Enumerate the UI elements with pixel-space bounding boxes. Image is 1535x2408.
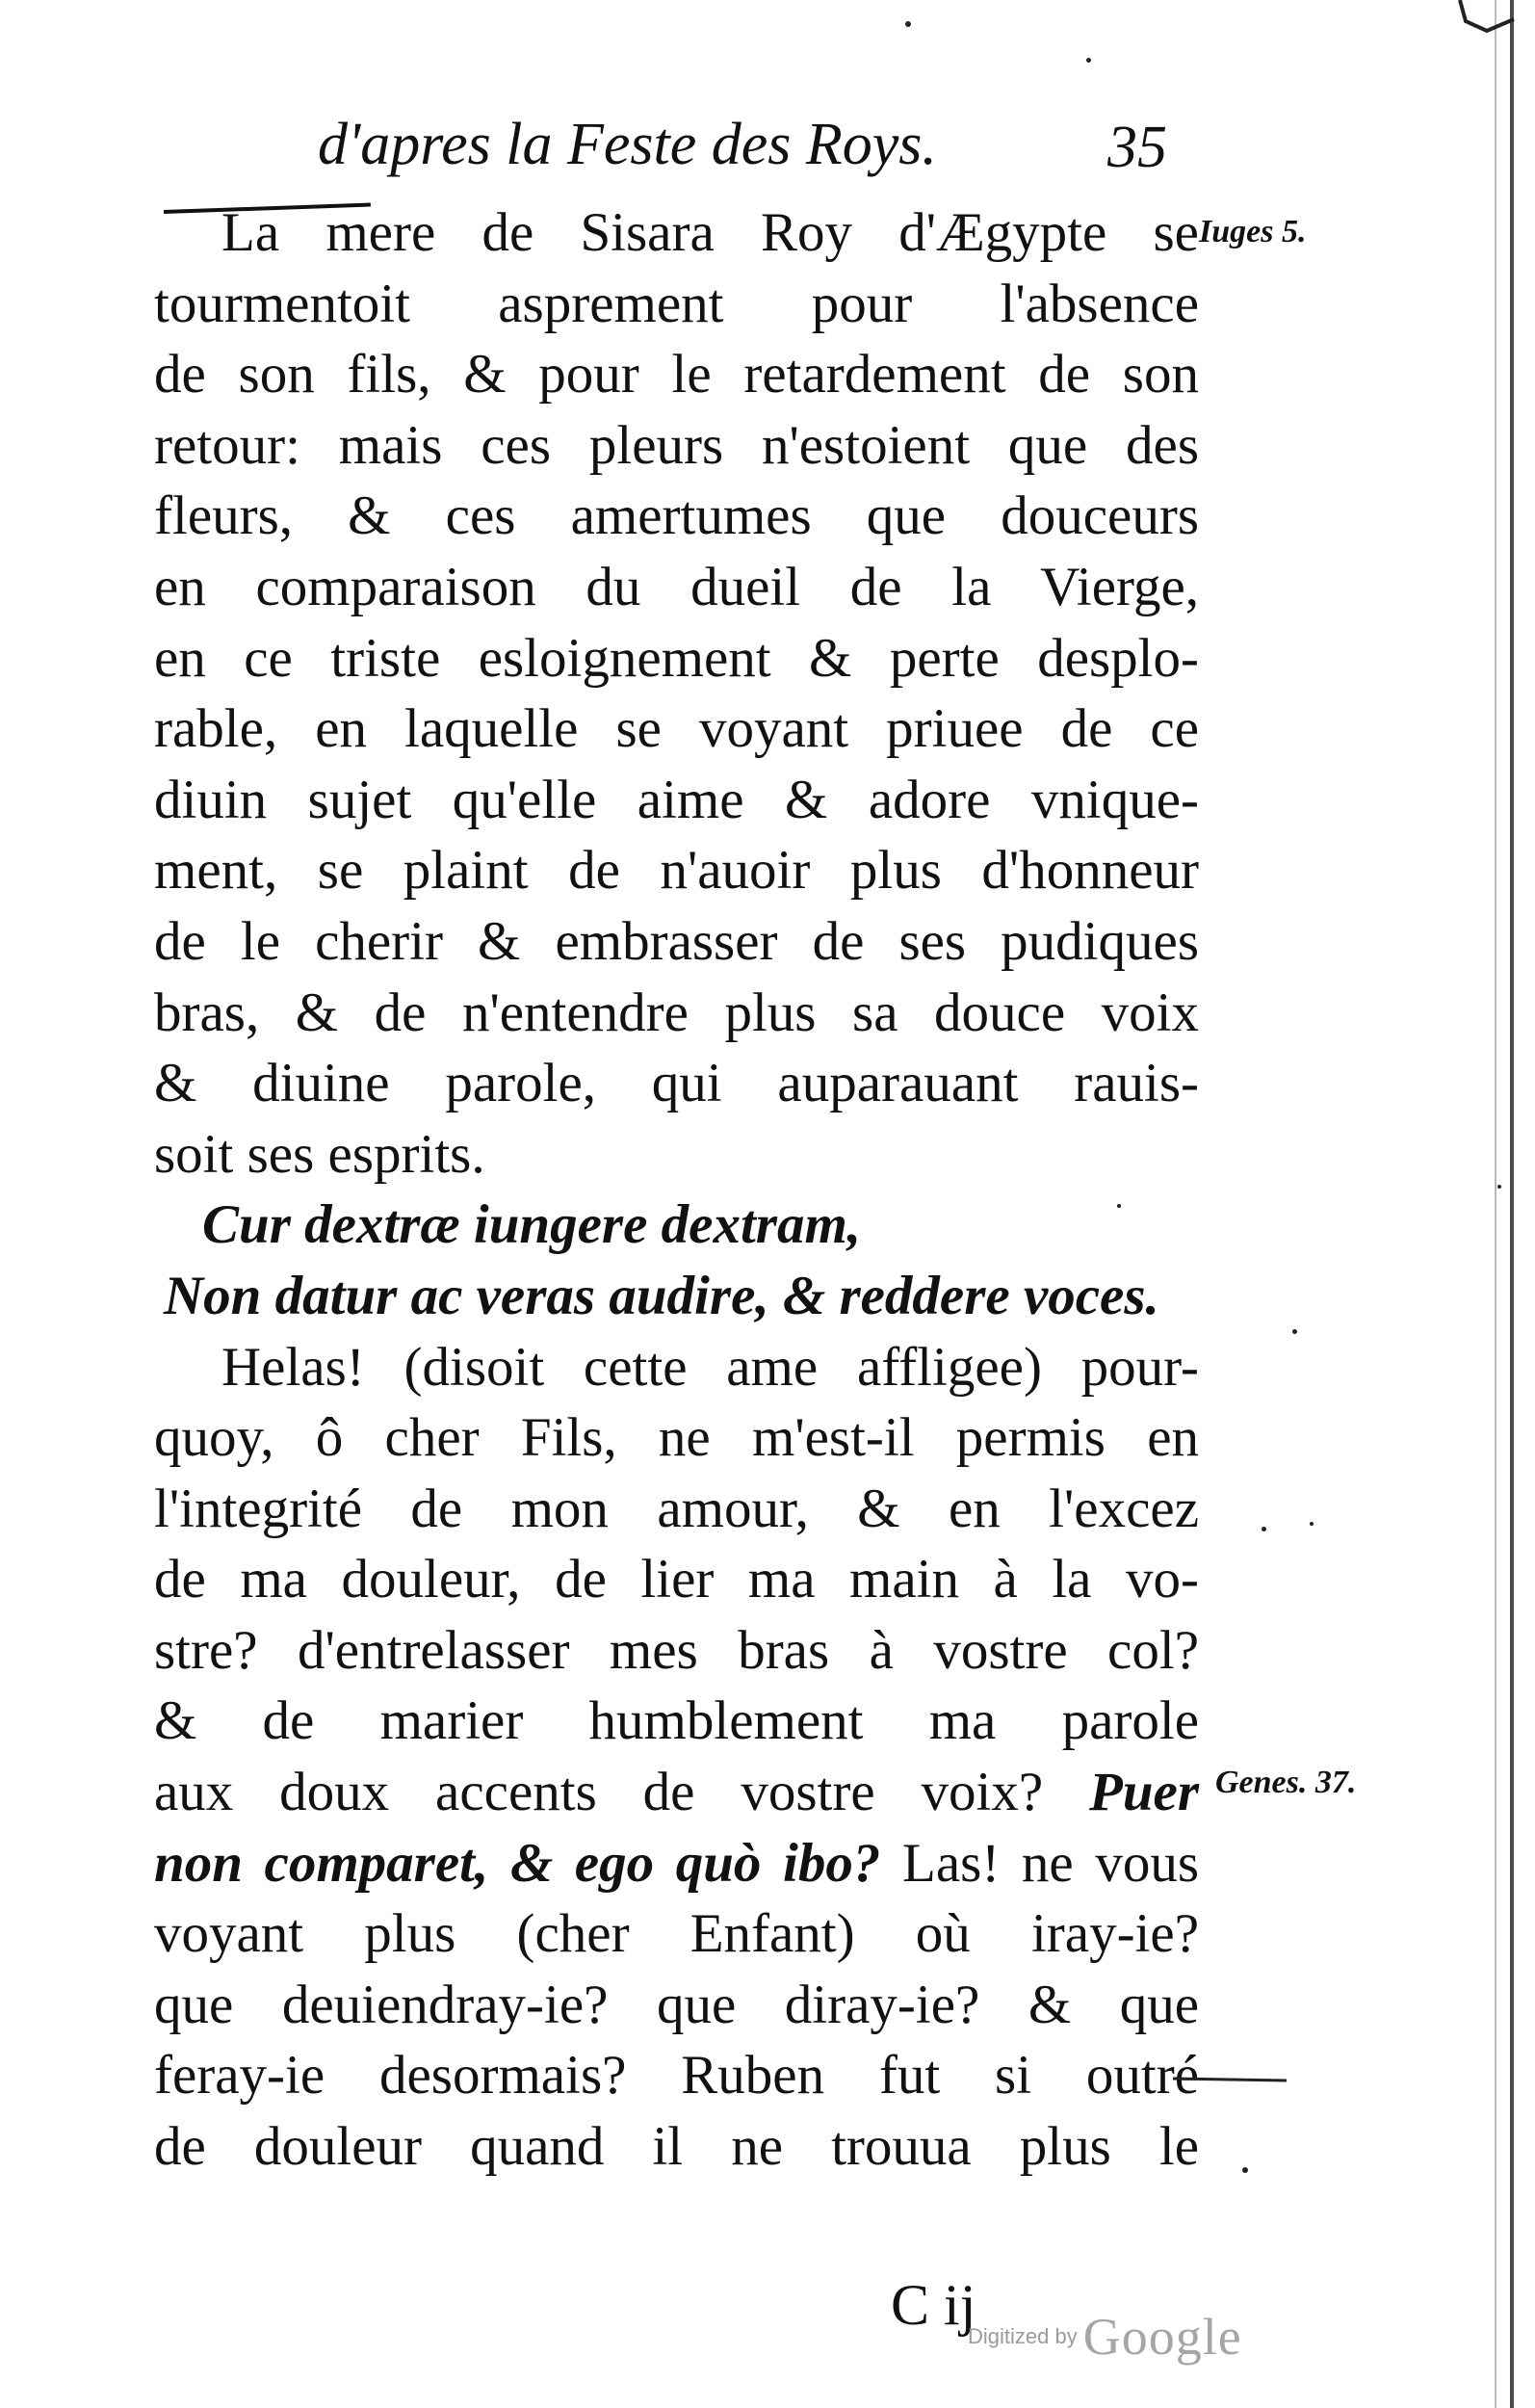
text-line: soit ses esprits. bbox=[154, 1123, 485, 1185]
ink-speck bbox=[905, 21, 911, 27]
text-line: fleurs, & ces amertumes que douceurs bbox=[154, 485, 1199, 547]
text-line: Helas! (disoit cette ame affligee) pour- bbox=[221, 1336, 1199, 1398]
text-line: l'integrité de mon amour, & en l'excez bbox=[154, 1478, 1199, 1539]
text-fragment: aux doux accents de vostre voix? bbox=[154, 1762, 1044, 1823]
text-line: diuin sujet qu'elle aime & adore vnique- bbox=[154, 769, 1199, 830]
text-line: de ma douleur, de lier ma main à la vo- bbox=[154, 1549, 1199, 1610]
ink-speck bbox=[1292, 1329, 1297, 1334]
ink-speck bbox=[1497, 1185, 1501, 1189]
signature-mark: C ij bbox=[891, 2273, 976, 2337]
text-line: stre? d'entrelasser mes bras à vostre col? bbox=[154, 1619, 1199, 1681]
text-line: de le cherir & embrasser de ses pudiques bbox=[154, 910, 1199, 972]
text-line: feray-ie desormais? Ruben fut si outré bbox=[154, 2045, 1199, 2107]
page-number: 35 bbox=[1107, 115, 1167, 180]
text-line: de son fils, & pour le retardement de son bbox=[154, 344, 1199, 406]
ink-speck bbox=[1310, 1522, 1314, 1526]
scan-edge-line bbox=[1510, 0, 1514, 2408]
margin-note-genesis: Genes. 37. bbox=[1215, 1765, 1357, 1800]
text-line: rable, en laquelle se voyant priuee de ce bbox=[154, 698, 1199, 760]
latin-quote-line: Non datur ac veras audire, & reddere voces. bbox=[164, 1265, 1159, 1326]
text-line: bras, & de n'entendre plus sa douce voix bbox=[154, 982, 1199, 1043]
ink-speck bbox=[1086, 58, 1091, 63]
text-line: & de marier humblement ma parole bbox=[154, 1690, 1199, 1752]
text-line: & diuine parole, qui auparauant rauis- bbox=[154, 1053, 1199, 1114]
ink-bracket-mark bbox=[1173, 2071, 1288, 2129]
running-title: d'apres la Feste des Roys. bbox=[318, 112, 937, 177]
text-line: en comparaison du dueil de la Vierge, bbox=[154, 556, 1199, 617]
digitized-watermark bbox=[968, 2307, 1242, 2367]
text-line bbox=[154, 1757, 1199, 1828]
latin-quote-line: Cur dextræ iungere dextram, bbox=[202, 1194, 862, 1256]
scan-edge-shadow bbox=[1495, 0, 1496, 2408]
text-line: retour: mais ces pleurs n'estoient que des bbox=[154, 414, 1199, 476]
text-line: de douleur quand il ne trouua plus le bbox=[154, 2116, 1199, 2178]
ink-speck bbox=[1262, 1527, 1266, 1531]
text-line bbox=[154, 1828, 1199, 1899]
ink-speck bbox=[1117, 1204, 1121, 1208]
watermark-prefix: Digitized by bbox=[968, 2324, 1078, 2348]
text-line: quoy, ô cher Fils, ne m'est-il permis en bbox=[154, 1407, 1199, 1469]
main-text bbox=[154, 197, 1199, 2183]
google-logo: Google bbox=[1082, 2308, 1242, 2366]
text-line: que deuiendray-ie? que diray-ie? & que bbox=[154, 1974, 1199, 2035]
text-line: voyant plus (cher Enfant) où iray-ie? bbox=[154, 1903, 1199, 1965]
corner-fold-mark bbox=[1458, 0, 1516, 58]
ink-speck bbox=[1242, 2167, 1248, 2173]
latin-inline-quote: non comparet, & ego quò ibo? bbox=[154, 1832, 881, 1894]
latin-inline-prefix: Puer bbox=[1089, 1762, 1199, 1823]
text-fragment: Las! ne vous bbox=[902, 1832, 1200, 1894]
text-line: en ce triste esloignement & perte desplo- bbox=[154, 627, 1199, 689]
text-line: tourmentoit asprement pour l'absence bbox=[154, 273, 1199, 334]
text-line: La mere de Sisara Roy d'Ægypte se bbox=[221, 202, 1199, 263]
text-line: ment, se plaint de n'auoir plus d'honneur bbox=[154, 840, 1199, 902]
margin-note-judges: Iuges 5. bbox=[1199, 214, 1307, 249]
